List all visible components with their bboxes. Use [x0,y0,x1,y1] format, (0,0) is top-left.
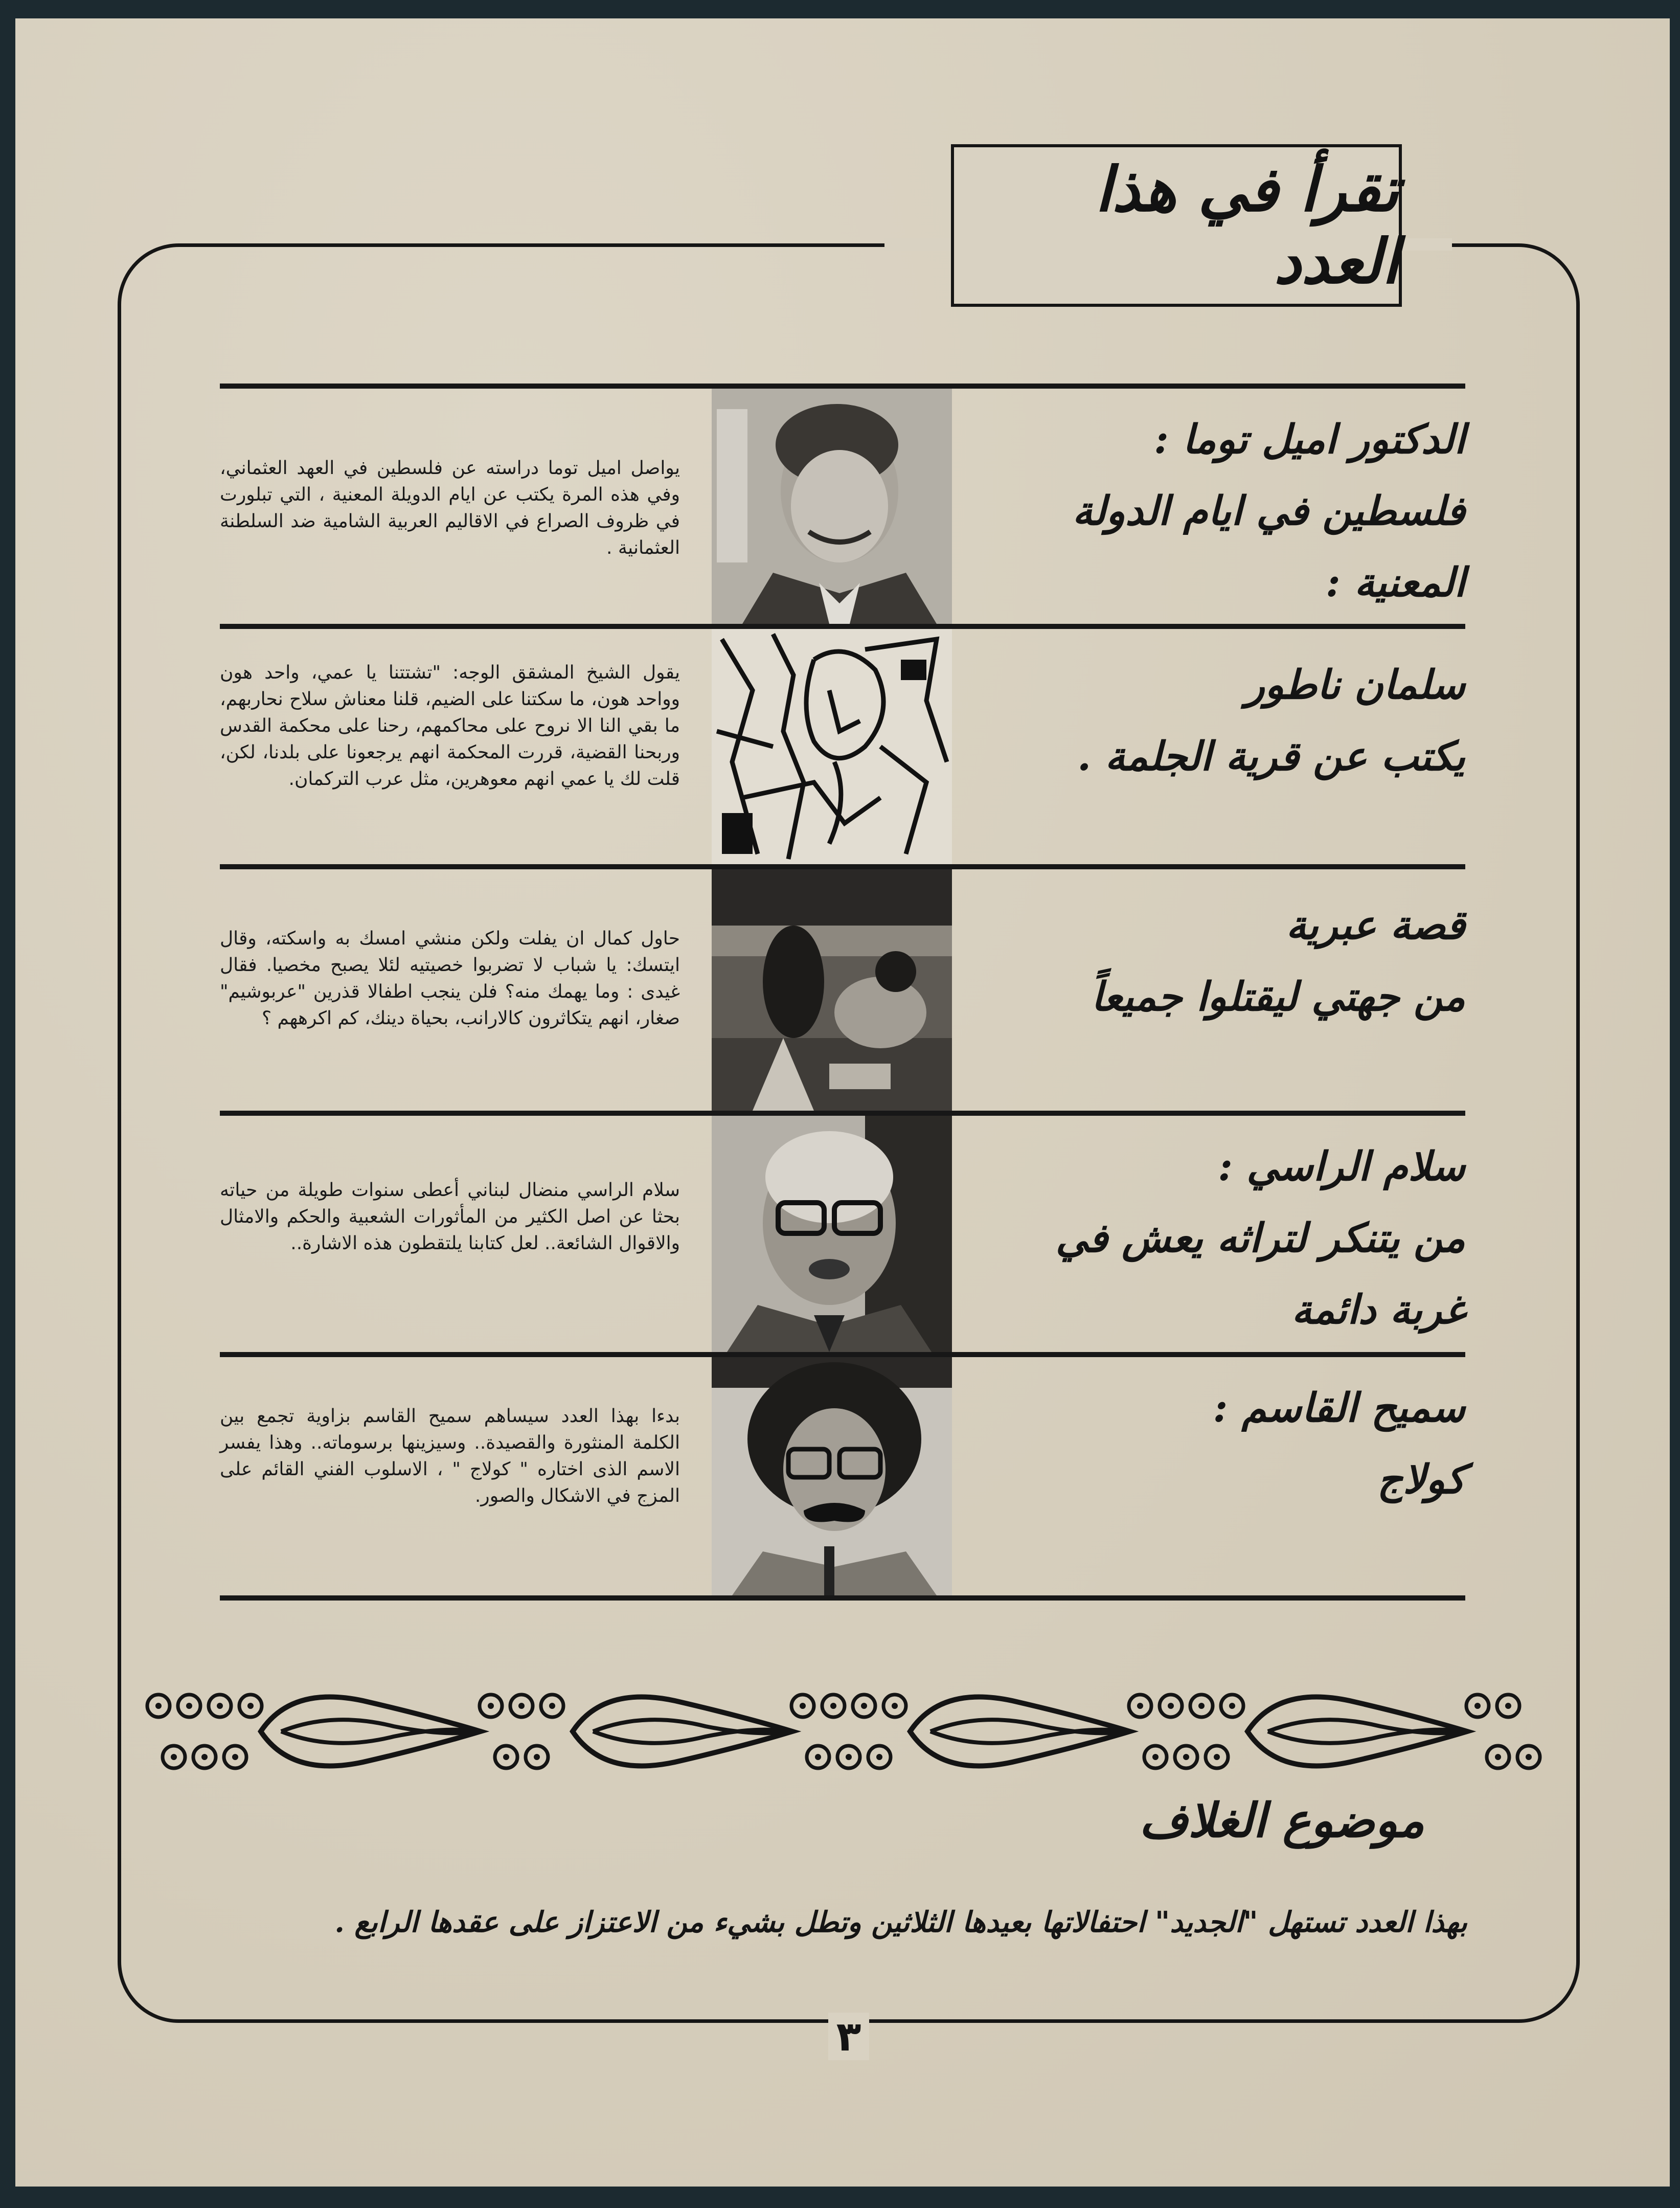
article-item[interactable] [220,1357,1465,1595]
title-box [951,144,1402,307]
article-topic: فلسطين في ايام الدولة المعنية : [1072,488,1465,606]
article-heading [1005,649,1465,793]
article-topic: من جهتي ليقتلوا جميعاً [1091,974,1465,1020]
article-heading [1005,890,1465,1033]
page-number: ٣ [828,2013,869,2060]
article-blurb: يواصل اميل توما دراسته عن فلسطين في العهد العثماني، وفي هذه المرة يكتب عن ايام الدويلة المعنية ، التي تبلورت في ظروف الصراع في الاقاليم العربية الشامية ضد السلطنة العثمانية . [220,458,680,558]
article-heading [1005,404,1465,619]
article-topic: يكتب عن قرية الجلمة . [1077,733,1465,780]
divider [220,624,1465,629]
magazine-page [15,18,1670,2187]
divider [220,1111,1465,1116]
article-illustration [712,629,952,864]
article-blurb: يقول الشيخ المشقق الوجه: "تشتتنا يا عمي، واحد هون وواحد هون، ما سكتنا على الضيم، قلنا معناش سلاح نحاربهم، ما بقي النا الا نروح على محاكمهم، رحنا على محكمة القدس وربحنا القضية، قررت المحكمة انهم يرجعونا على بلدنا، لكن، قلت لك يا عمي انهم معوهرين، مثل عرب التركمان. [220,662,680,790]
ornamental-border [138,1680,1549,1783]
article-author: سلام الراسي : [1218,1143,1465,1190]
cover-description: بهذا العدد تستهل "الجديد" احتفالاتها بعيدها الثلاثين وتطل بشيء من الاعتزاز على عقدها الرابع . [334,1905,1467,1939]
divider [220,384,1465,389]
article-blurb: بدءا بهذا العدد سيساهم سميح القاسم بزاوية تجمع بين الكلمة المنثورة والقصيدة.. وسيزينها برسوماته.. وهذا يفسر الاسم الذى اختاره " كولاج " ، الاسلوب الفني القائم على المزج في الاشكال والصور. [220,1406,680,1506]
article-item[interactable] [220,389,1465,624]
article-item[interactable] [220,869,1465,1111]
article-topic: كولاج [1377,1456,1465,1503]
cover-section-title: موضوع الغلاف [1139,1793,1424,1848]
article-item[interactable] [220,629,1465,864]
divider [220,1595,1465,1601]
article-heading [1005,1131,1465,1346]
article-author: سلمان ناطور [1245,662,1465,708]
article-author: سميح القاسم : [1213,1385,1465,1431]
article-topic: من يتنكر لتراثه يعش في غربة دائمة [1055,1215,1465,1333]
author-photo [712,1116,952,1352]
article-blurb: سلام الراسي منضال لبناني أعطى سنوات طويلة من حياته بحثا عن اصل الكثير من المأثورات الشعبية والحكم والامثال والاقوال الشائعة.. لعل كتابنا يلتقطون هذه الاشارة.. [220,1180,680,1254]
author-photo [712,1357,952,1595]
article-blurb: حاول كمال ان يفلت ولكن منشي امسك به واسكته، وقال ايتسك: يا شباب لا تضربوا خصيتيه لئلا يصبح مخصيا. فقال غيدى : وما يهمك منه؟ فلن ينجب اطفالا قذرين "عربوشيم" صغار، انهم يتكاثرون كالارانب، بحياة دينك، كم اكرههم ؟ [220,928,680,1029]
divider [220,1352,1465,1357]
divider [220,864,1465,869]
page-title: تقرأ في هذا العدد [1095,153,1399,298]
article-item[interactable] [220,1116,1465,1352]
author-photo [712,389,952,624]
article-author: قصة عبرية [1286,902,1465,949]
article-photo [712,869,952,1111]
article-heading [1005,1372,1465,1516]
article-author: الدكتور اميل توما : [1154,416,1465,463]
